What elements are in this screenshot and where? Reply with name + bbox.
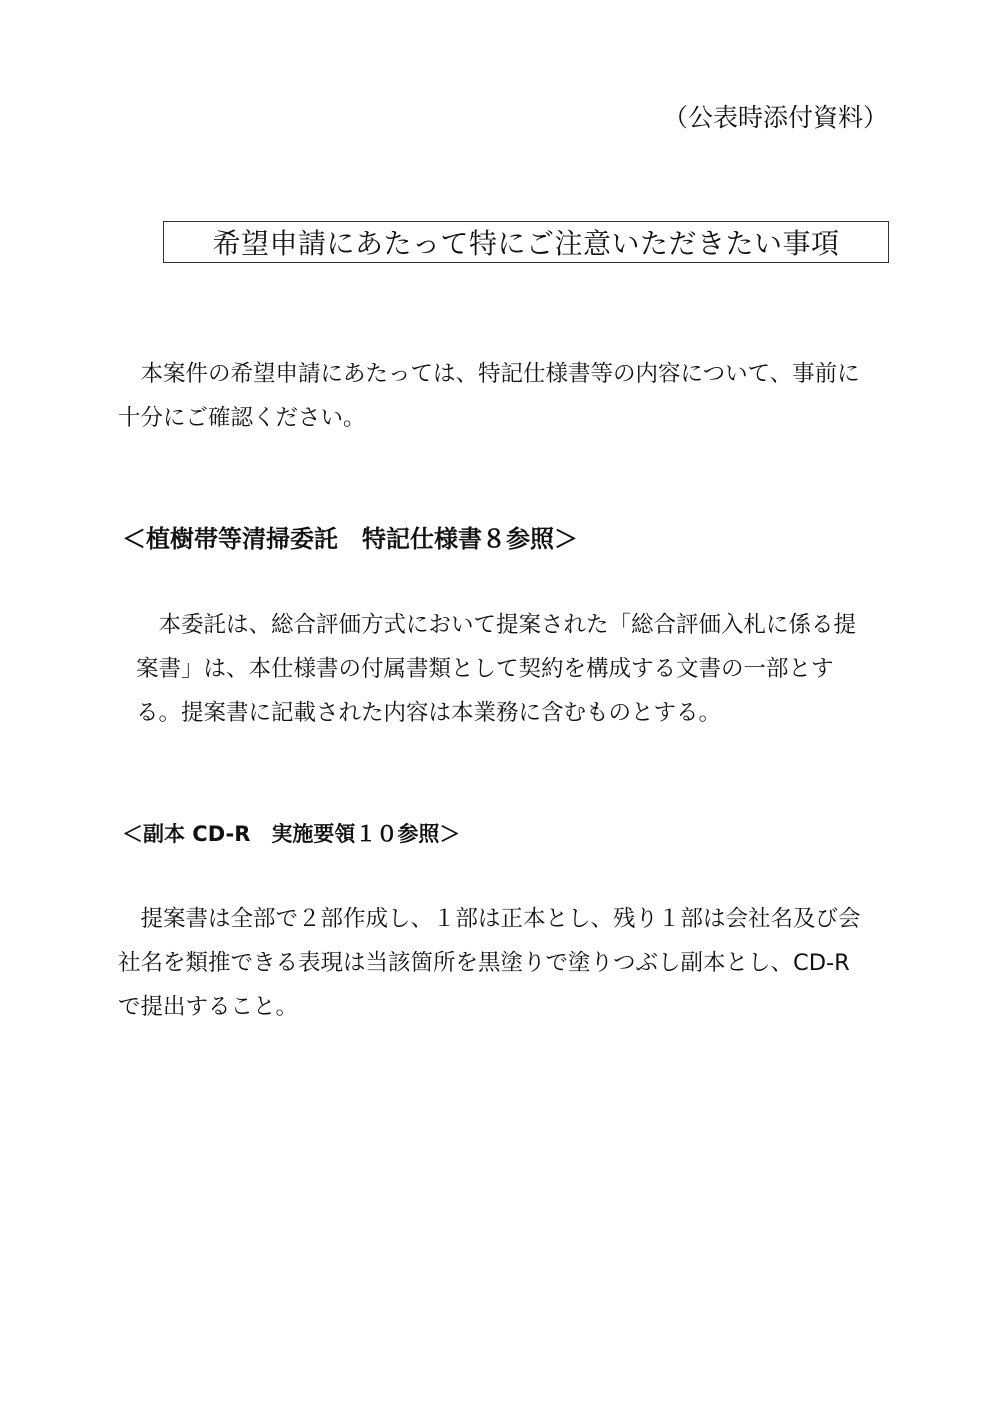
intro-line: 本案件の希望申請にあたっては、特記仕様書等の内容について、事前に — [140, 361, 860, 387]
section-line: で提出すること。 — [118, 994, 299, 1020]
document-title-text: 希望申請にあたって特にご注意いただきたい事項 — [212, 227, 840, 260]
section-line: 社名を類推できる表現は当該箇所を黒塗りで塗りつぶし副本とし、CD-R — [118, 950, 850, 976]
document-title — [163, 221, 889, 263]
section-line: 提案書は全部で２部作成し、１部は正本とし、残り１部は会社名及び会 — [140, 906, 861, 932]
section-heading-cd-r-copy: ＜副本 CD-R 実施要領１０参照＞ — [122, 822, 461, 846]
intro-line: 十分にご確認ください。 — [118, 405, 366, 431]
section-line: 案書」は、本仕様書の付属書類として契約を構成する文書の一部とす — [136, 656, 834, 682]
section-paragraph-planting-strip — [136, 603, 856, 735]
section-heading-planting-strip: ＜植樹帯等清掃委託 特記仕様書８参照＞ — [122, 525, 578, 553]
section-line: る。提案書に記載された内容は本業務に含むものとする。 — [136, 700, 722, 726]
section-paragraph-cd-r-copy — [118, 897, 861, 1029]
section-line: 本委託は、総合評価方式において提案された「総合評価入札に係る提 — [158, 612, 857, 638]
intro-paragraph — [118, 352, 860, 440]
attachment-label: （公表時添付資料） — [662, 103, 888, 132]
